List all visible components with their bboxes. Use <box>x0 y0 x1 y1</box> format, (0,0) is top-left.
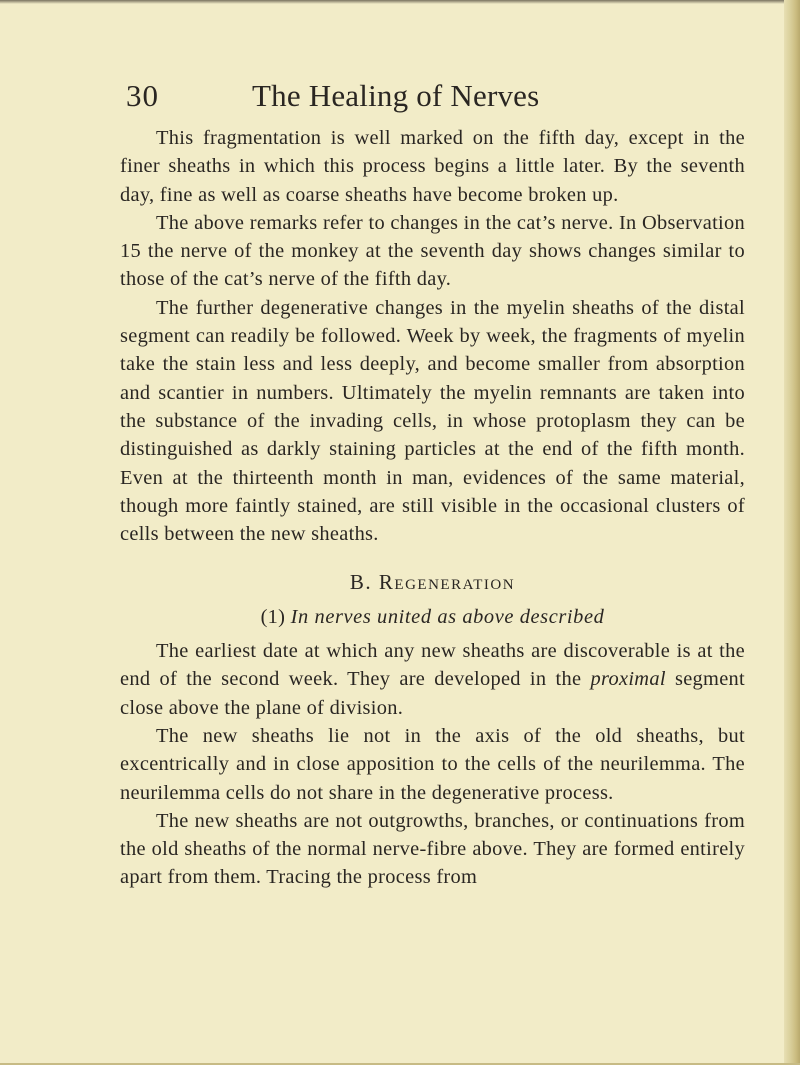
subsection-heading <box>120 603 745 631</box>
subsection-number: (1) <box>260 605 291 628</box>
paragraph-2: The above remarks refer to changes in the cat’s nerve. In Observation 15 the nerve of the monkey at the seventh day shows changes similar to those of the cat’s nerve of the fifth day. <box>120 211 745 291</box>
paragraph-3: The further degenerative changes in the myelin sheaths of the distal segment can readily be followed. Week by week, the fragments of myelin take the stain less and less deeply, and become smaller from absorption and scantier in numbers. Ultimately the myelin remnants are taken into the substance of the invading cells, in whose protoplasm they can be distinguished as darkly staining particles at the end of the fifth month. Even at the thirteenth month in man, evidences of the same material, though more faintly stained, are still visible in the occasional clusters of cells between the new sheaths. <box>120 296 745 546</box>
paragraph-4-end: segment close above the plane of division. <box>120 668 746 719</box>
page-number: 30 <box>126 78 159 113</box>
section-heading <box>120 568 745 596</box>
section-title: Regeneration <box>378 570 516 595</box>
running-title: The Healing of Nerves <box>252 78 540 113</box>
subsection-title: In nerves united as above described <box>290 605 605 628</box>
paragraph-1: This fragmentation is well marked on the fifth day, except in the finer sheaths in which this process begins a little later. By the seventh day, fine as well as coarse sheaths have become broken up. <box>120 127 745 206</box>
paragraph-5: The new sheaths lie not in the axis of the old sheaths, but excentrically and in close apposition to the cells of the neurilemma. The neurilemma cells do not share in the degenerative process. <box>120 724 745 804</box>
paragraph-4-start: The earliest date at which any new sheaths are discoverable is at the end of the second week. They are developed in the <box>120 640 745 691</box>
section-letter: B. <box>349 570 379 595</box>
paragraph-4 <box>120 637 745 722</box>
paragraph-6: The new sheaths are not outgrowths, branches, or continuations from the old sheaths of the normal nerve-fibre above. They are formed entirely apart from them. Tracing the process from <box>120 809 745 889</box>
page-header <box>126 78 746 118</box>
italic-term: proximal <box>590 668 666 691</box>
page-edge <box>784 0 800 1065</box>
body-text <box>120 124 745 892</box>
page-top-shadow <box>0 0 800 4</box>
